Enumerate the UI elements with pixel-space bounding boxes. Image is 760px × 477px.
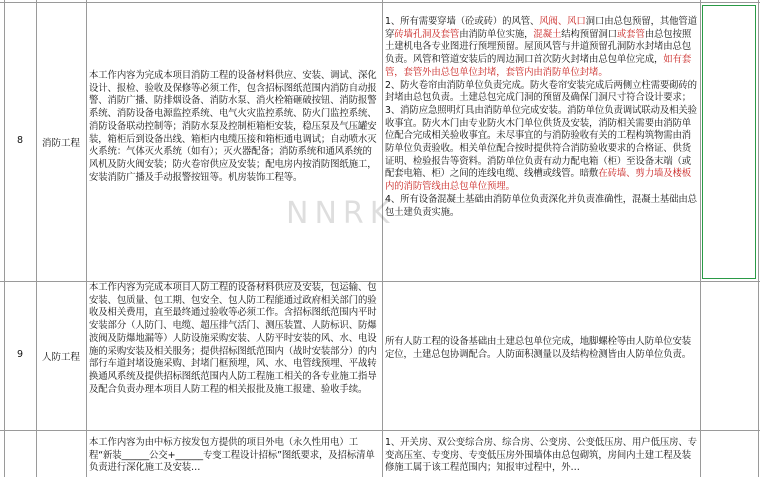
row-scope: 本工作内容为完成本项目人防工程的设备材料供应及安装，包运输、包安装、包质量、包工期、包安全、包人防工程能通过政府相关部门的验收及相关费用，直至最终通过验收等必须工作。含招标图纸范围内平时安装部分（人防门、电缆、超压排气活门、测压装置、人防标识、防爆波阀及防爆地漏等）人防设施采购安装、人防平时安装的风、水、电设施的采购安装及相关服务；提供招标图纸范围内（战时安装部分）的内部行车道封堵设施采购、封堵门框预埋，风、水、电管线预埋、平战转换通风系统及提供招标图纸范围内人防工程施工相关的各专业施工指导及配合负责办理本项目人防工程的相关报批及施工报建、验收手续。 <box>89 282 377 395</box>
row-notes <box>385 336 697 361</box>
note-paragraph <box>385 336 697 361</box>
note-text: 或套管 <box>616 28 645 40</box>
note-text: 在砖墙、剪力墙及楼板内的消防管线由总包单位预埋。 <box>385 168 692 193</box>
note-text: 由总包按照土建机电各专业图进行预埋预留。屋顶风管与井道预留孔洞防水封堵由总包负责。风管和管道安装后的周边洞口首次防火封堵由总包单位完成， <box>385 28 692 66</box>
note-text: 4、所有设备混凝土基础由消防单位负责深化并负责准确性，混凝土基础由总包土建负责实施。 <box>385 193 697 218</box>
note-paragraph <box>385 80 697 105</box>
note-text: 如有套管，套管外由总包单位封堵，套管内由消防单位封堵。 <box>385 54 692 78</box>
note-text: 所有人防工程的设备基础由土建总包单位完成，地脚螺栓等由人防单位安装定位，土建总包协调配合。人防面积测量以及结构检测皆由人防单位负责。 <box>385 336 692 360</box>
note-text: 风阀、风口 <box>539 16 586 27</box>
note-paragraph <box>385 105 697 194</box>
note-text: 由消防单位实施， <box>459 28 534 40</box>
watermark-text: NNRK <box>286 196 396 231</box>
row-number: 9 <box>16 349 24 360</box>
note-text: 砖墙孔洞及套管 <box>394 28 460 40</box>
row-scope: 本工作内容为由中标方按发包方提供的项目外电（永久性用电）工程“新装______公交+______专变工程设计招标”图纸要求，及招标清单负责进行深化施工及安装… <box>89 437 375 474</box>
note-text: 1、开关房、双公变综合房、综合房、公变房、公变低压房、用户低压房、专变高压室、专变房、专变低压房外围墙体由总包砌筑，房间内土建工程及装修施工属于该工程范围内；知报审过程中，外… <box>385 437 697 474</box>
note-text: 混凝土 <box>533 28 562 40</box>
note-text: 2、防火卷帘由消防单位负责完成。防火卷帘安装完成后两侧立柱需要砌砖的封堵由总包负责。土建总包完成门洞的预留及确保门洞尺寸符合设计要求； <box>385 79 697 104</box>
row-number: 8 <box>16 135 24 146</box>
note-text: 3、消防应急照明灯具由消防单位完成安装。消防单位负责调试联动及相关验收事宜。防火木门由专业防火木门单位供货及安装，消防相关需要由消防单位配合完成相关验收事宜。未尽事宜的与消防验收有关的工程构筑物需由消防单位负责验收。相关单位配合按时提供符合消防验收要求的合格证、供货证明、检验报告等资料。消防单位负责有动力配电箱（柜）至设备末端（或配套电箱、柜）之间的连线电缆、线槽或线管。暗敷 <box>385 104 697 180</box>
note-text: 结构预留洞口 <box>561 28 617 40</box>
note-text: 1、所有需要穿墙（砼或砖）的风管、 <box>385 16 540 27</box>
note-paragraph <box>385 194 697 219</box>
row-notes <box>385 437 697 475</box>
row-scope: 本工作内容为完成本项目消防工程的设备材料供应、安装、调试、深化设计、报检、验收及保修等必须工作，包含招标图纸范围内消防自动报警、消防广播、防排烟设备、消防水泵、消火栓箱砸破按钮、消防报警系统、消防设备电源监控系统、电气火灾监控系统、防火门监控系统、消防设备联动控制等；消防水泵及控制柜箱柜安装，稳压泵及气压罐安装，箱柜后到设备出线、箱柜内电缆压接和箱柜通电调试；自动喷水灭火系统：气体灭火系统（如有）；灭火器配备；消防系统和通风系统的风机及防火阀安装；防火卷帘供应及安装；配电房内按消防图纸施工，安装消防广播及手动报警按钮等。机房装饰工程等。 <box>89 70 377 183</box>
row-notes <box>385 16 697 219</box>
note-paragraph <box>385 16 697 80</box>
row-category: 人防工程 <box>41 352 80 363</box>
selected-cell[interactable] <box>702 5 756 279</box>
note-paragraph <box>385 437 697 475</box>
note-text: 洞口由总包预留，其他管道穿 <box>385 16 697 40</box>
row-category: 消防工程 <box>41 138 80 149</box>
